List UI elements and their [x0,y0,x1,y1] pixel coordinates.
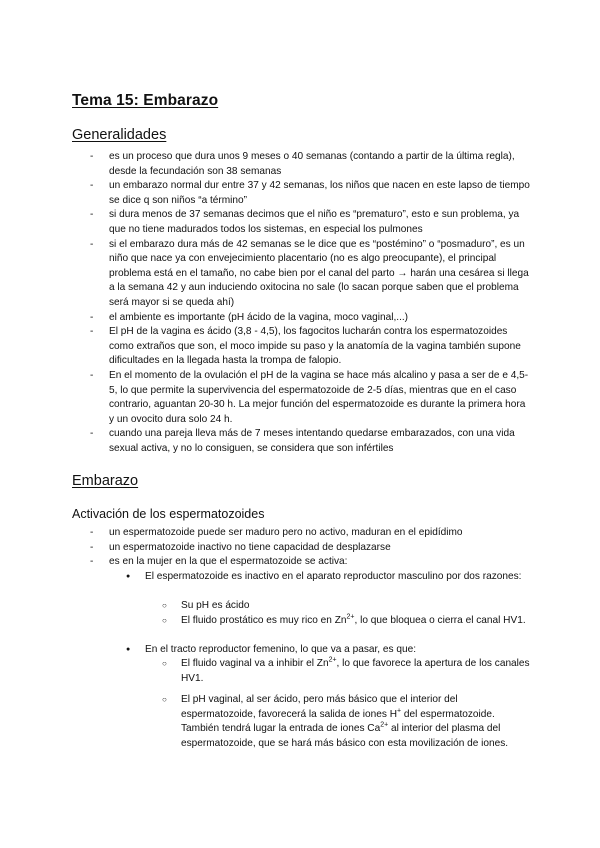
item-text: al interior del plasma del espermatozoide, que se hará más básico con esta movilización de iones. [181,723,509,749]
activacion-list [90,526,530,570]
list-item: - un espermatozoide puede ser maduro pero no activo, maduran en el epidídimo [90,526,530,541]
item-text: Su pH es ácido [181,600,250,611]
list-item: - es un proceso que dura unos 9 meses o 40 semanas (contando a partir de la última regla), desde la fecundación son 38 semanas [90,150,530,179]
circle-list-razones [162,599,532,628]
section-heading-embarazo: Embarazo [72,473,139,489]
list-item [162,657,532,686]
page-title: Tema 15: Embarazo [72,92,219,109]
list-item [162,599,532,614]
item-text: El pH vaginal, al ser ácido, pero más básico que el interior del espermatozoide, favorecerá la salida de iones H [181,694,458,720]
list-item: - un espermatozoide inactivo no tiene capacidad de desplazarse [90,541,530,556]
list-item: - En el momento de la ovulación el pH de la vagina se hace más alcalino y pasa a ser de e 4,5-5, lo que permite la supervivencia del espermatozoide de 2-5 días, mientras que en el caso contrario, aguantan 20-30 h. La mejor función del espermatozoide es durante la primera hora y un ovocito dura solo 24 h. [90,369,530,427]
list-item [162,614,532,629]
superscript: 2+ [328,656,337,664]
list-item: - es en la mujer en la que el espermatozoide se activa: [90,555,530,570]
list-item: - un embarazo normal dur entre 37 y 42 semanas, los niños que nacen en este lapso de tiempo se dice q son niños “a término” [90,179,530,208]
generalidades-list [90,150,530,456]
list-item: - si dura menos de 37 semanas decimos que el niño es “prematuro”, esto e sun problema, ya que no tiene madurados todos los sistemas, en especial los pulmones [90,208,530,237]
list-item: - cuando una pareja lleva más de 7 meses intentando quedarse embarazados, con una vida sexual activa, y no lo consiguen, se considera que son infértiles [90,427,530,456]
bullet-list-inactivo [126,570,536,585]
item-text: , lo que bloquea o cierra el canal HV1. [354,614,526,626]
superscript: 2+ [346,613,355,621]
item-text: El fluido vaginal va a inhibir el Zn [181,658,329,669]
item-text: , lo que favorece la apertura de los canales HV1. [181,658,530,684]
subheading-activacion: Activación de los espermatozoides [72,507,265,521]
list-item: - el ambiente es importante (pH ácido de la vagina, moco vaginal,...) [90,311,530,326]
list-item [162,693,532,751]
list-item: - El pH de la vagina es ácido (3,8 - 4,5), los fagocitos lucharán contra los espermatozoides como extraños que son, el moco impide su paso y la anatomía de la vagina también supone dificultades en la llegada hasta la trompa de falopio. [90,325,530,369]
superscript: + [397,707,402,715]
list-item: - si el embarazo dura más de 42 semanas se le dice que es “postémino” o “posmaduro”, es un niño que nace ya con envejecimiento placentario (no es algo preocupante), el principal problema está en el tamaño, no cabe bien por el canal del parto → harán una cesárea si llega a la semana 42 y aun induciendo oxitocina no sale (lo sacan porque saben que el problema será mayor si se queda ahí) [90,238,530,311]
item-text: El fluido prostático es muy rico en Zn [181,614,347,626]
list-item: ● En el tracto reproductor femenino, lo que va a pasar, es que: [126,643,536,658]
bullet-list-tracto [126,643,536,658]
circle-list-tracto [162,657,532,752]
list-item: ● El espermatozoide es inactivo en el aparato reproductor masculino por dos razones: [126,570,536,585]
item-text: del espermatozoide. También tendrá lugar la entrada de iones Ca [181,708,495,735]
section-heading-generalidades: Generalidades [72,127,167,143]
superscript: 2+ [380,722,389,730]
